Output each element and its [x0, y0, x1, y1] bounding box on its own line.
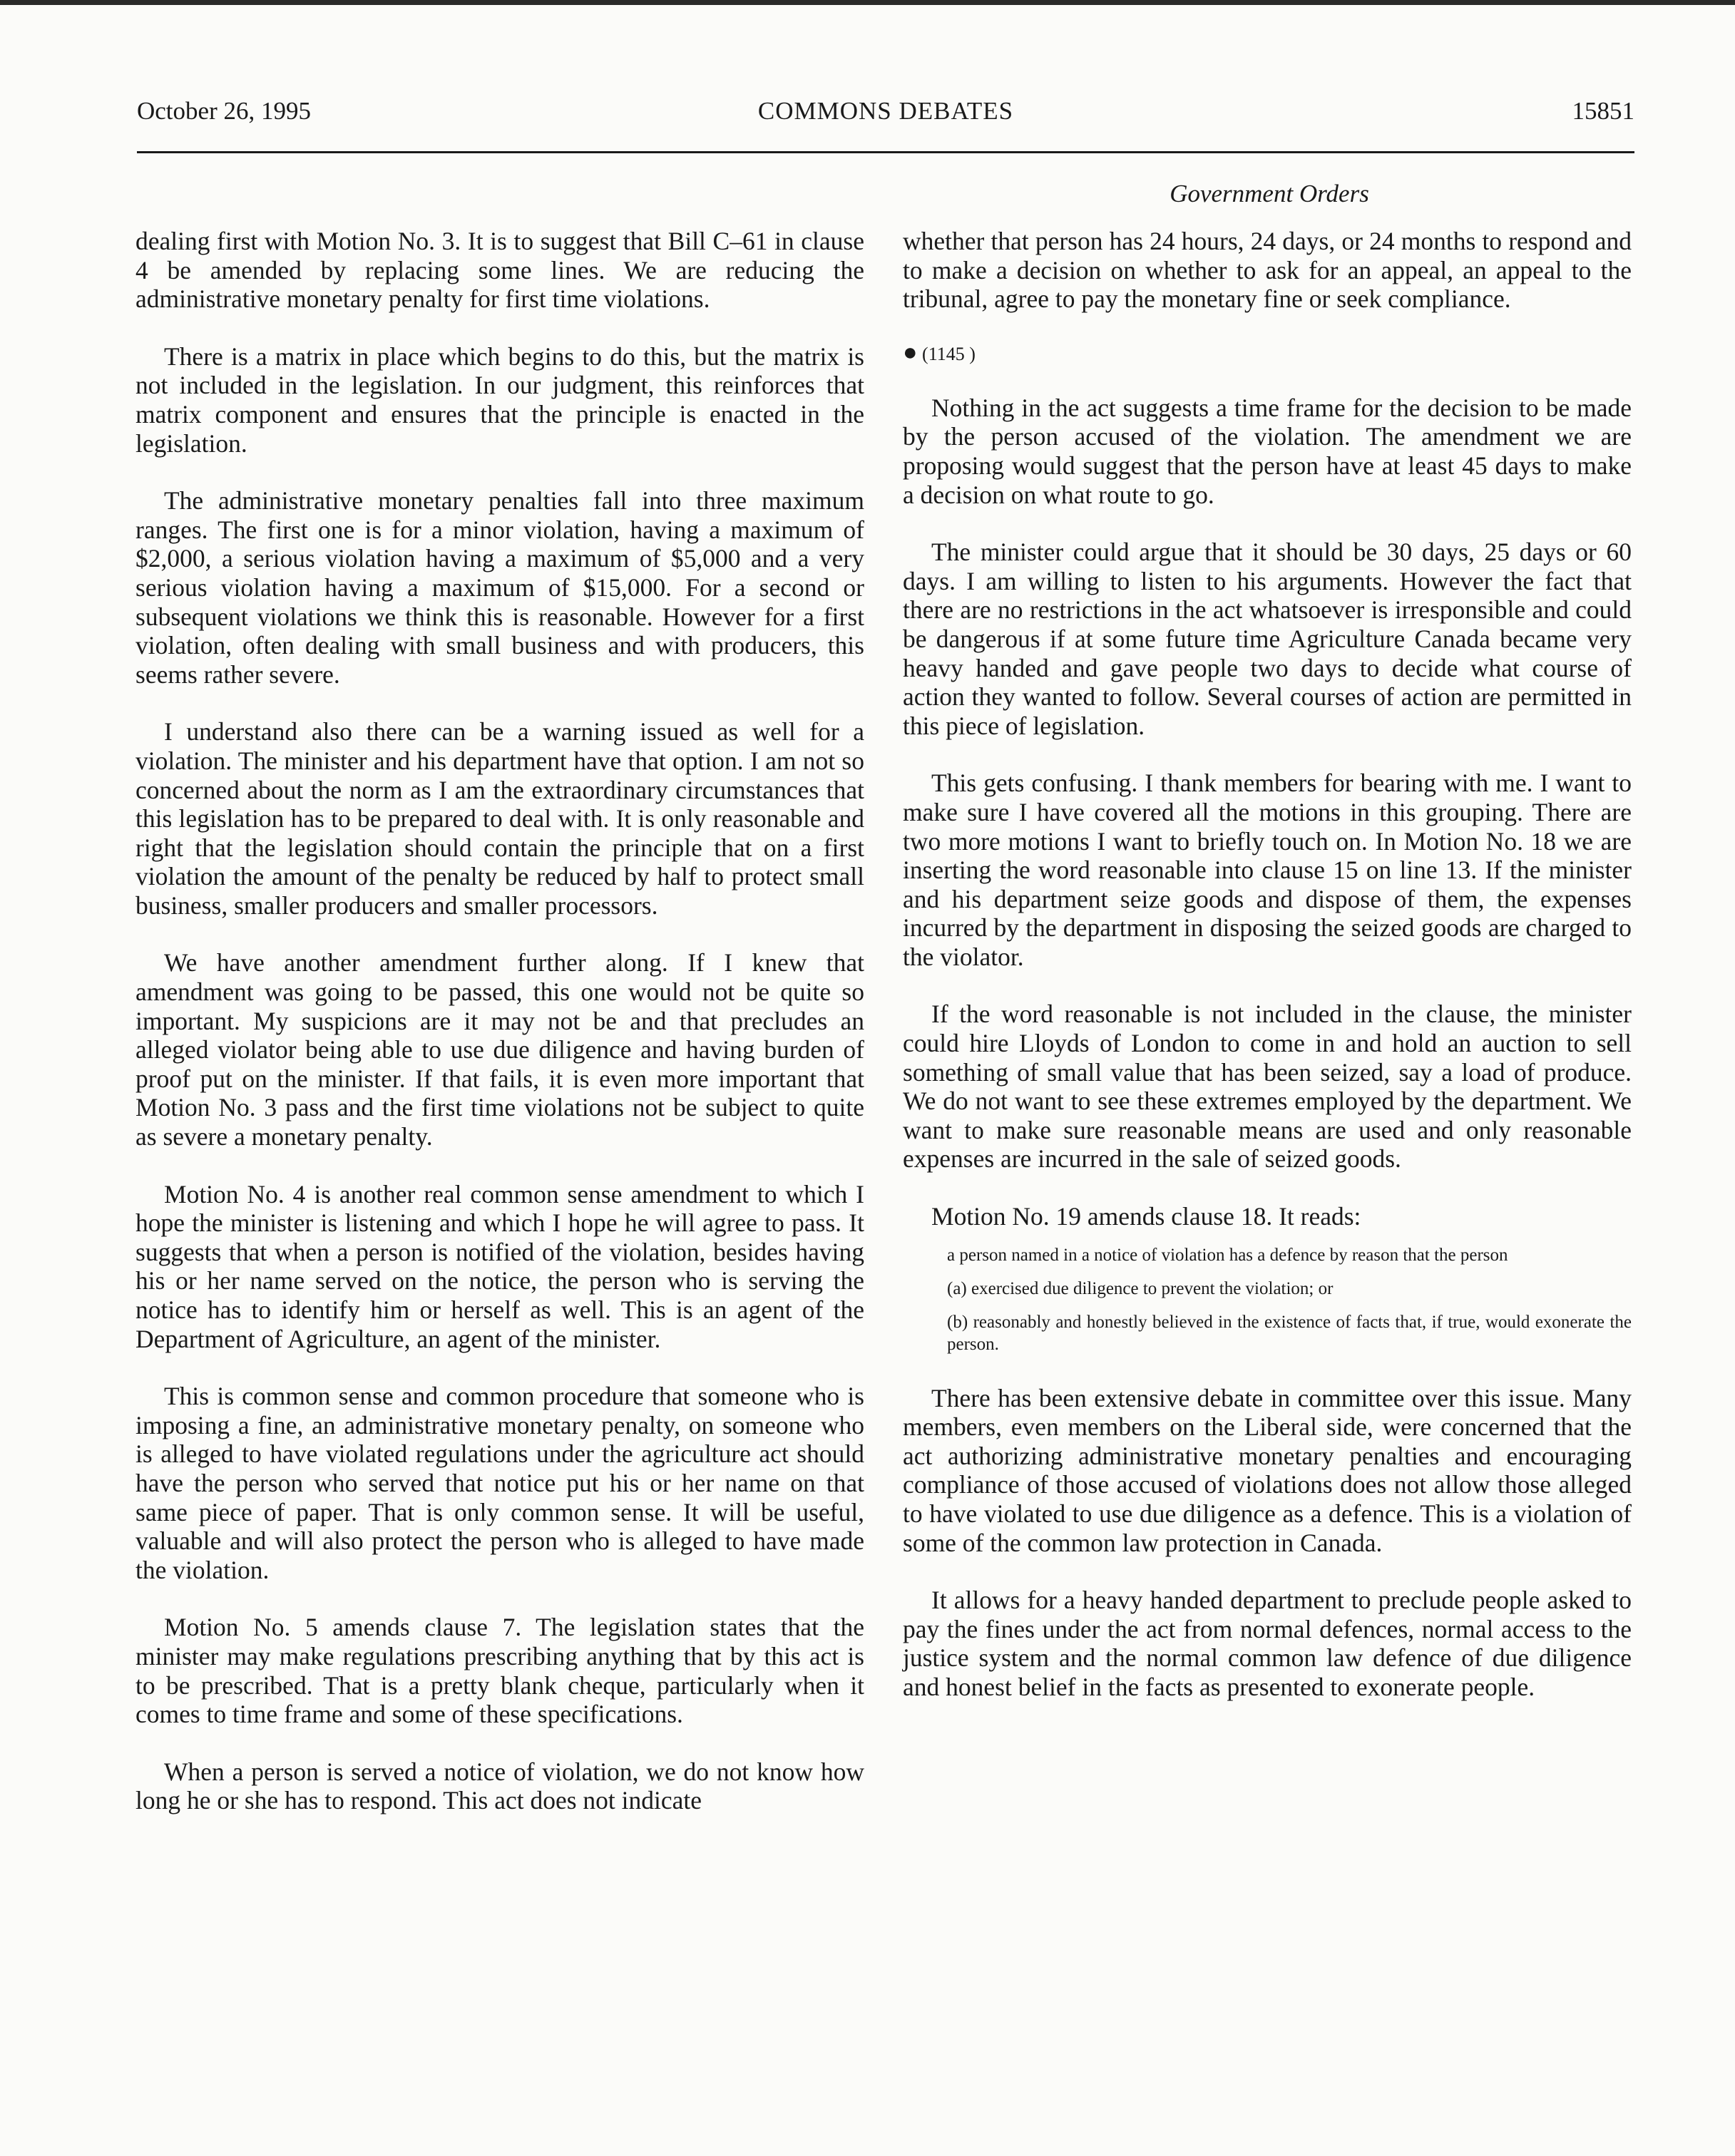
header-rule: [137, 151, 1634, 153]
header-page-number: 15851: [1572, 97, 1634, 125]
paragraph: There has been extensive debate in committee over this issue. Many members, even members on the Liberal side, were concerned that the act authorizing administrative monetary penalties and encouraging compliance of those accused of violations does not allow those alleged to have violated to use due diligence as a defence. This is a violation of some of the common law protection in Canada.: [903, 1383, 1632, 1557]
page-header: [137, 97, 1634, 140]
right-column: [903, 227, 1632, 1730]
header-title: COMMONS DEBATES: [757, 97, 1014, 125]
quote-text: (a) exercised due diligence to prevent the violation; or: [947, 1278, 1334, 1298]
paragraph: This gets confusing. I thank members for bearing with me. I want to make sure I have covered all the motions in this grouping. There are two more motions I want to briefly touch on. In Motion No. 18 we are inserting the word reasonable into clause 15 on line 13. If the minister and his department seize goods and dispose of them, the expenses incurred by the department in disposing the seized goods are charged to the violator.: [903, 769, 1632, 971]
quote-text: a person named in a notice of violation has a defence by reason that the person: [947, 1245, 1508, 1265]
paragraph: When a person is served a notice of violation, we do not know how long he or she has to respond. This act does not indicate: [135, 1757, 864, 1815]
paragraph: The administrative monetary penalties fall into three maximum ranges. The first one is for a minor violation, having a maximum of $2,000, a serious violation having a maximum of $5,000 and a very serious violation having a maximum of $15,000. For a second or subsequent violations we think this is reasonable. However for a first violation, often dealing with small business and with producers, this seems rather severe.: [135, 486, 864, 689]
time-marker-text: (1145 ): [922, 343, 976, 364]
paragraph: The minister could argue that it should be 30 days, 25 days or 60 days. I am willing to listen to his arguments. However the fact that there are no restrictions in the act whatsoever is irresponsible and could be dangerous if at some future time Agriculture Canada became very heavy handed and gave people two days to decide what course of action they wanted to follow. Several courses of action are permitted in this piece of legislation.: [903, 538, 1632, 740]
paragraph: whether that person has 24 hours, 24 days, or 24 months to respond and to make a decision on whether to ask for an appeal, an appeal to the tribunal, agree to pay the monetary fine or seek compliance.: [903, 227, 1632, 314]
paragraph: Motion No. 5 amends clause 7. The legislation states that the minister may make regulations prescribing anything that by this act is to be prescribed. That is a pretty blank cheque, particularly when it comes to time frame and some of these specifications.: [135, 1613, 864, 1729]
section-title: Government Orders: [1170, 180, 1369, 207]
bullet-icon: ●: [903, 339, 918, 366]
paragraph: I understand also there can be a warning issued as well for a violation. The minister and his department have that option. I am not so concerned about the norm as I am the extraordinary circumstances that this legislation has to be prepared to deal with. It is only reasonable and right that the legislation should contain the principle that on a first violation the amount of the penalty be reduced by half to protect small business, smaller producers and smaller processors.: [135, 717, 864, 920]
scan-top-edge: [0, 0, 1735, 5]
paragraph: This is common sense and common procedure that someone who is imposing a fine, an administrative monetary penalty, on someone who is alleged to have violated regulations under the agriculture act should have the person who served that notice put his or her name on that same piece of paper. That is only common sense. It will be useful, valuable and will also protect the person who is alleged to have made the violation.: [135, 1382, 864, 1584]
paragraph: There is a matrix in place which begins to do this, but the matrix is not included in the legislation. In our judgment, this reinforces that matrix component and ensures that the principle is enacted in the legislation.: [135, 342, 864, 458]
paragraph: We have another amendment further along. If I knew that amendment was going to be passed, this one would not be quite so important. My suspicions are it may not be and that precludes an alleged violator being able to use due diligence and having burden of proof put on the minister. If that fails, it is even more important that Motion No. 3 pass and the first time violations not be subject to quite as severe a monetary penalty.: [135, 948, 864, 1151]
time-marker: [903, 339, 1632, 366]
header-date: October 26, 1995: [137, 97, 311, 125]
paragraph: It allows for a heavy handed department to preclude people asked to pay the fines under the act from normal defences, normal access to the justice system and the normal common law defence of due diligence and honest belief in the facts as presented to exonerate people.: [903, 1586, 1632, 1701]
paragraph: Motion No. 4 is another real common sense amendment to which I hope the minister is listening and which I hope he will agree to pass. It suggests that when a person is notified of the violation, besides having his or her name served on the notice, the person who is serving the notice has to identify him or herself as well. This is an agent of the Department of Agriculture, an agent of the minister.: [135, 1179, 864, 1353]
paragraph: dealing first with Motion No. 3. It is to suggest that Bill C–61 in clause 4 be amended by replacing some lines. We are reducing the administrative monetary penalty for first time violations.: [135, 227, 864, 314]
paragraph: Motion No. 19 amends clause 18. It reads:: [931, 1202, 1361, 1231]
left-column: [135, 227, 864, 1844]
paragraph: If the word reasonable is not included in the clause, the minister could hire Lloyds of London to come in and hold an auction to sell something of small value that has been seized, say a load of produce. We do not want to see these extremes employed by the department. We want to make sure reasonable means are used and only reasonable expenses are incurred in the sale of seized goods.: [903, 1000, 1632, 1174]
paragraph: Nothing in the act suggests a time frame for the decision to be made by the person accused of the violation. The amendment we are proposing would suggest that the person have at least 45 days to make a decision on what route to go.: [903, 393, 1632, 509]
quote-text: (b) reasonably and honestly believed in the existence of facts that, if true, would exonerate the person.: [947, 1312, 1632, 1354]
